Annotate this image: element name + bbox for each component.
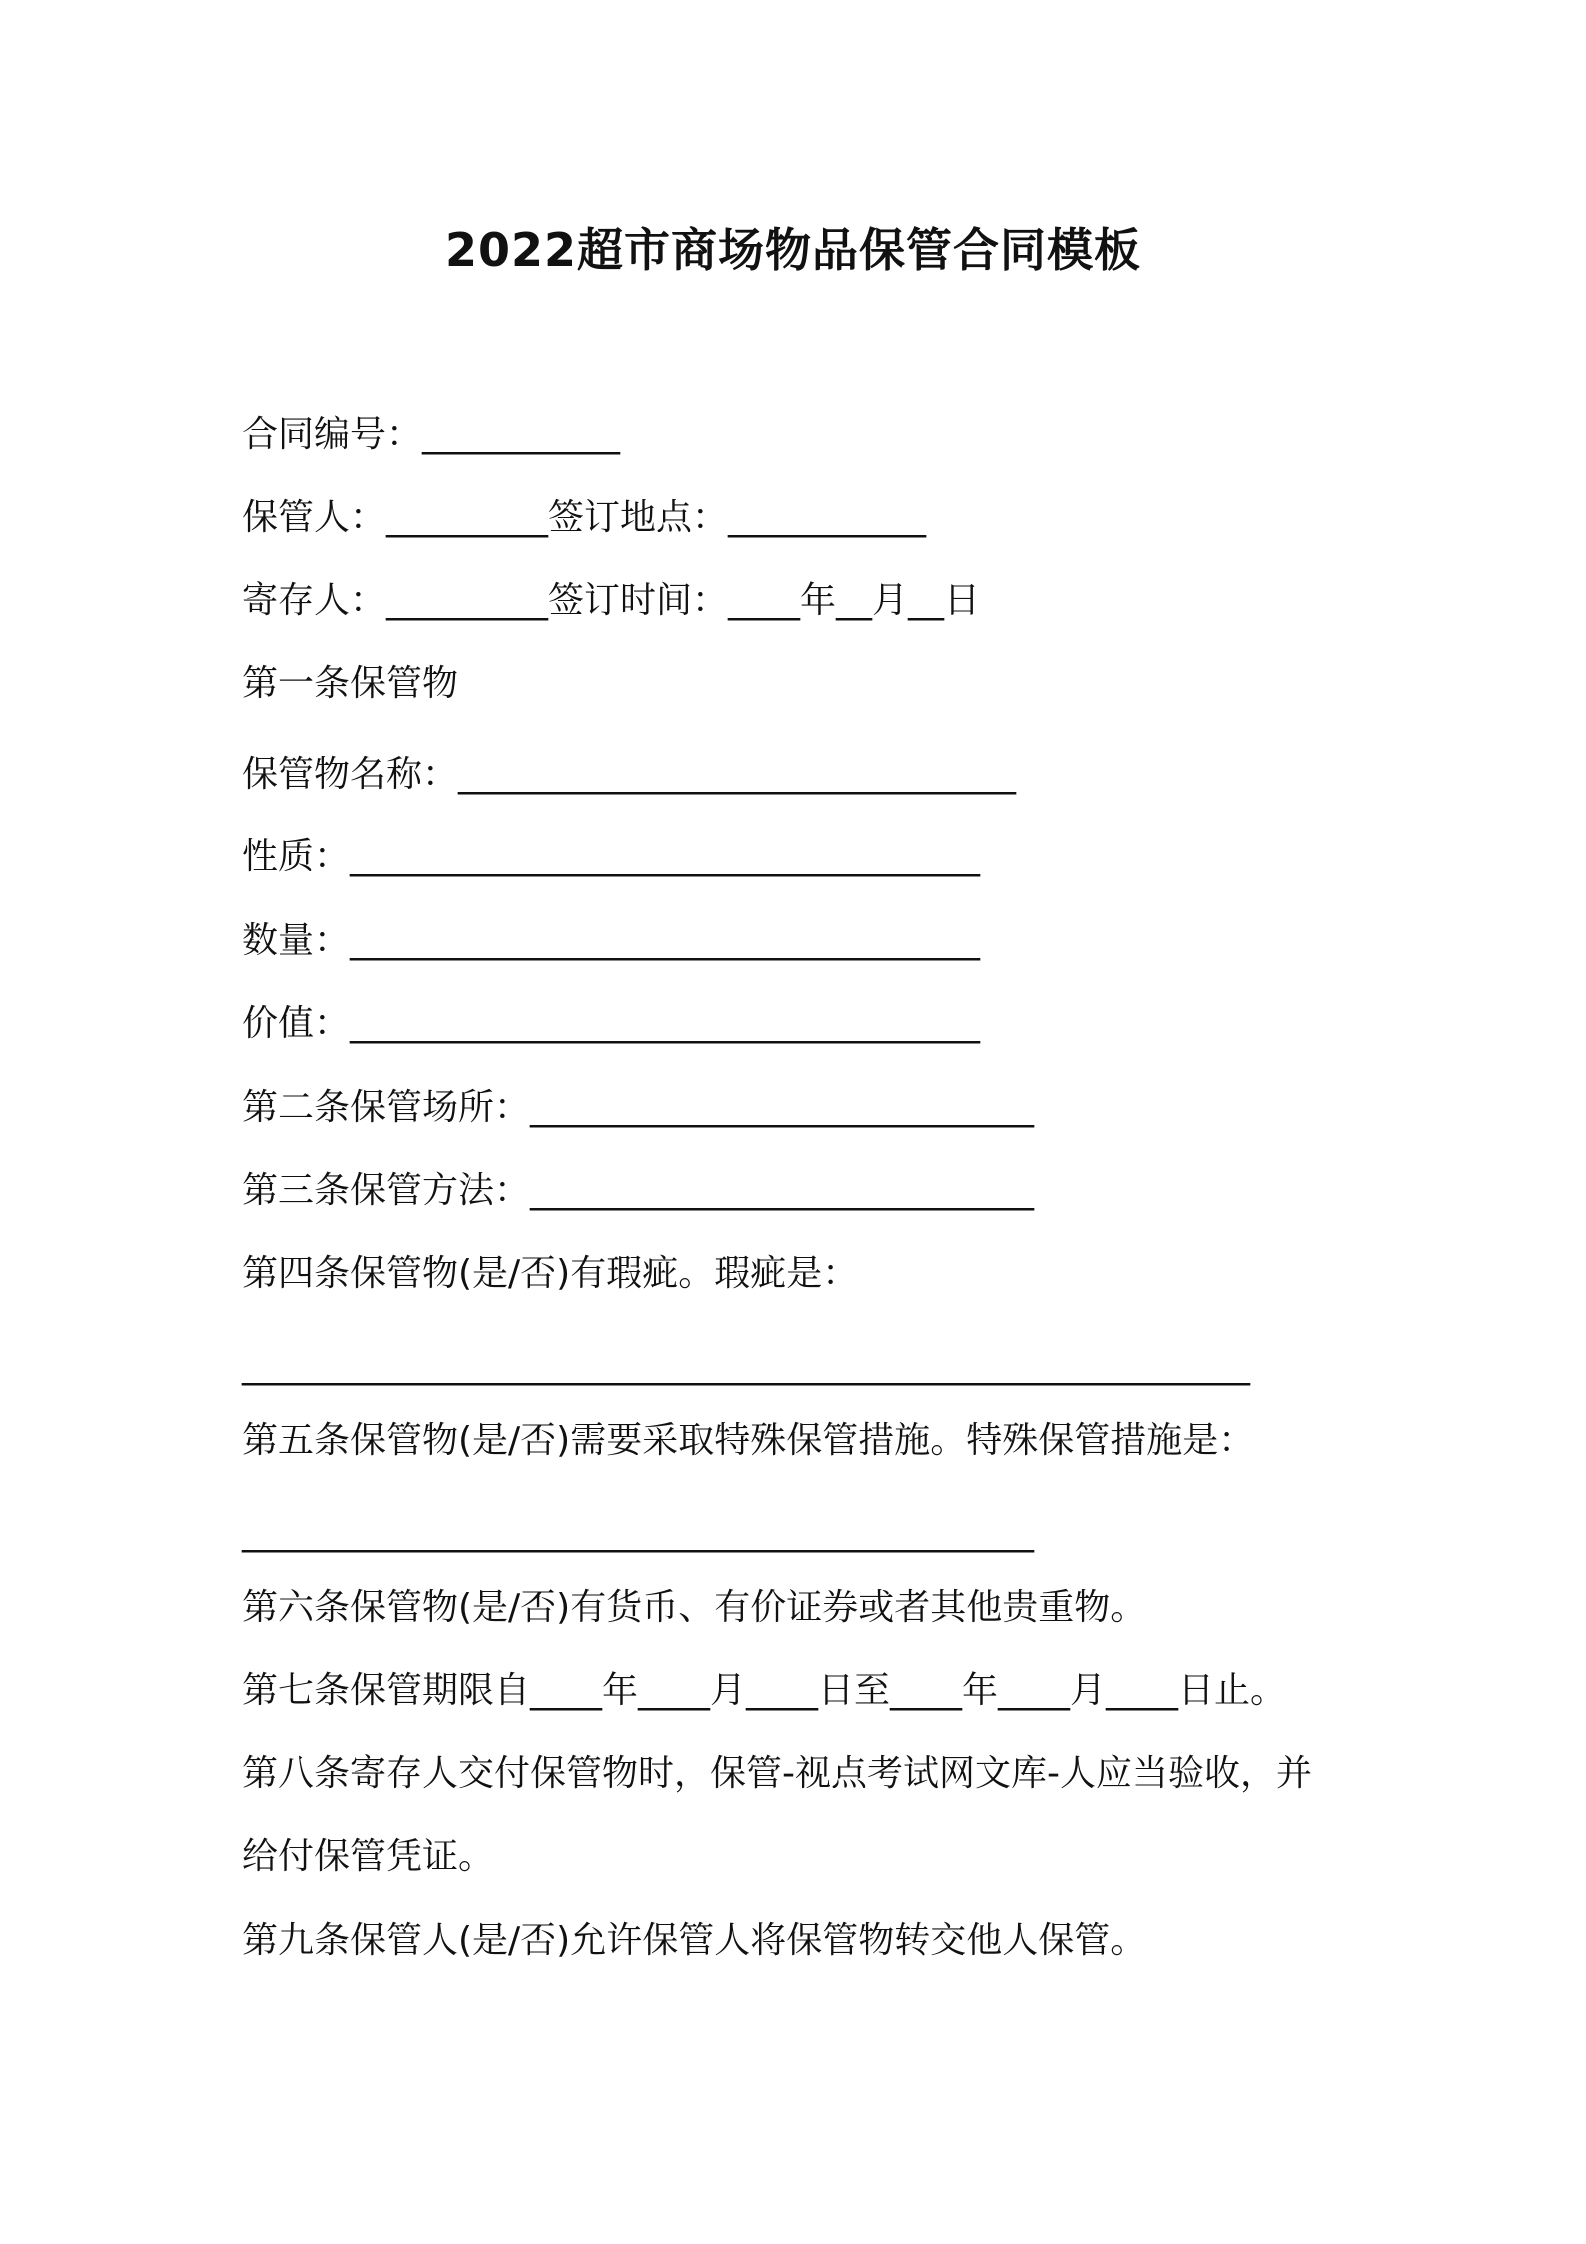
article-9-line: 第九条保管人(是/否)允许保管人将保管物转交他人保管。 <box>242 1920 1147 1961</box>
article-1-heading: 第一条保管物 <box>242 663 459 704</box>
document-title: 2022超市商场物品保管合同模板 <box>444 223 1142 277</box>
item-name-line: 保管物名称：_______________________________ <box>242 754 1017 795</box>
item-nature-line: 性质：___________________________________ <box>242 836 981 877</box>
depositor-date-line: 寄存人：_________签订时间：____年__月__日 <box>242 580 981 621</box>
article-6-line: 第六条保管物(是/否)有货币、有价证券或者其他贵重物。 <box>242 1587 1147 1628</box>
article-8-line: 第八条寄存人交付保管物时，保管-视点考试网文库-人应当验收，并 <box>242 1753 1312 1794</box>
contract-number-line: 合同编号：___________ <box>242 414 621 455</box>
custodian-place-line: 保管人：_________签订地点：___________ <box>242 497 927 538</box>
item-quantity-line: 数量：___________________________________ <box>242 920 981 961</box>
article-5-line: 第五条保管物(是/否)需要采取特殊保管措施。特殊保管措施是： <box>242 1420 1255 1461</box>
article-3-line: 第三条保管方法：____________________________ <box>242 1170 1035 1211</box>
article-4-blank-line: ________________________________________________________ <box>242 1345 1250 1386</box>
item-value-line: 价值：___________________________________ <box>242 1003 981 1044</box>
article-4-line: 第四条保管物(是/否)有瑕疵。瑕疵是： <box>242 1253 859 1294</box>
article-5-blank-line: ____________________________________________ <box>242 1512 1034 1553</box>
article-8-continuation: 给付保管凭证。 <box>242 1836 495 1877</box>
article-2-line: 第二条保管场所：____________________________ <box>242 1087 1035 1128</box>
article-7-line: 第七条保管期限自____年____月____日至____年____月____日止。 <box>242 1670 1287 1711</box>
